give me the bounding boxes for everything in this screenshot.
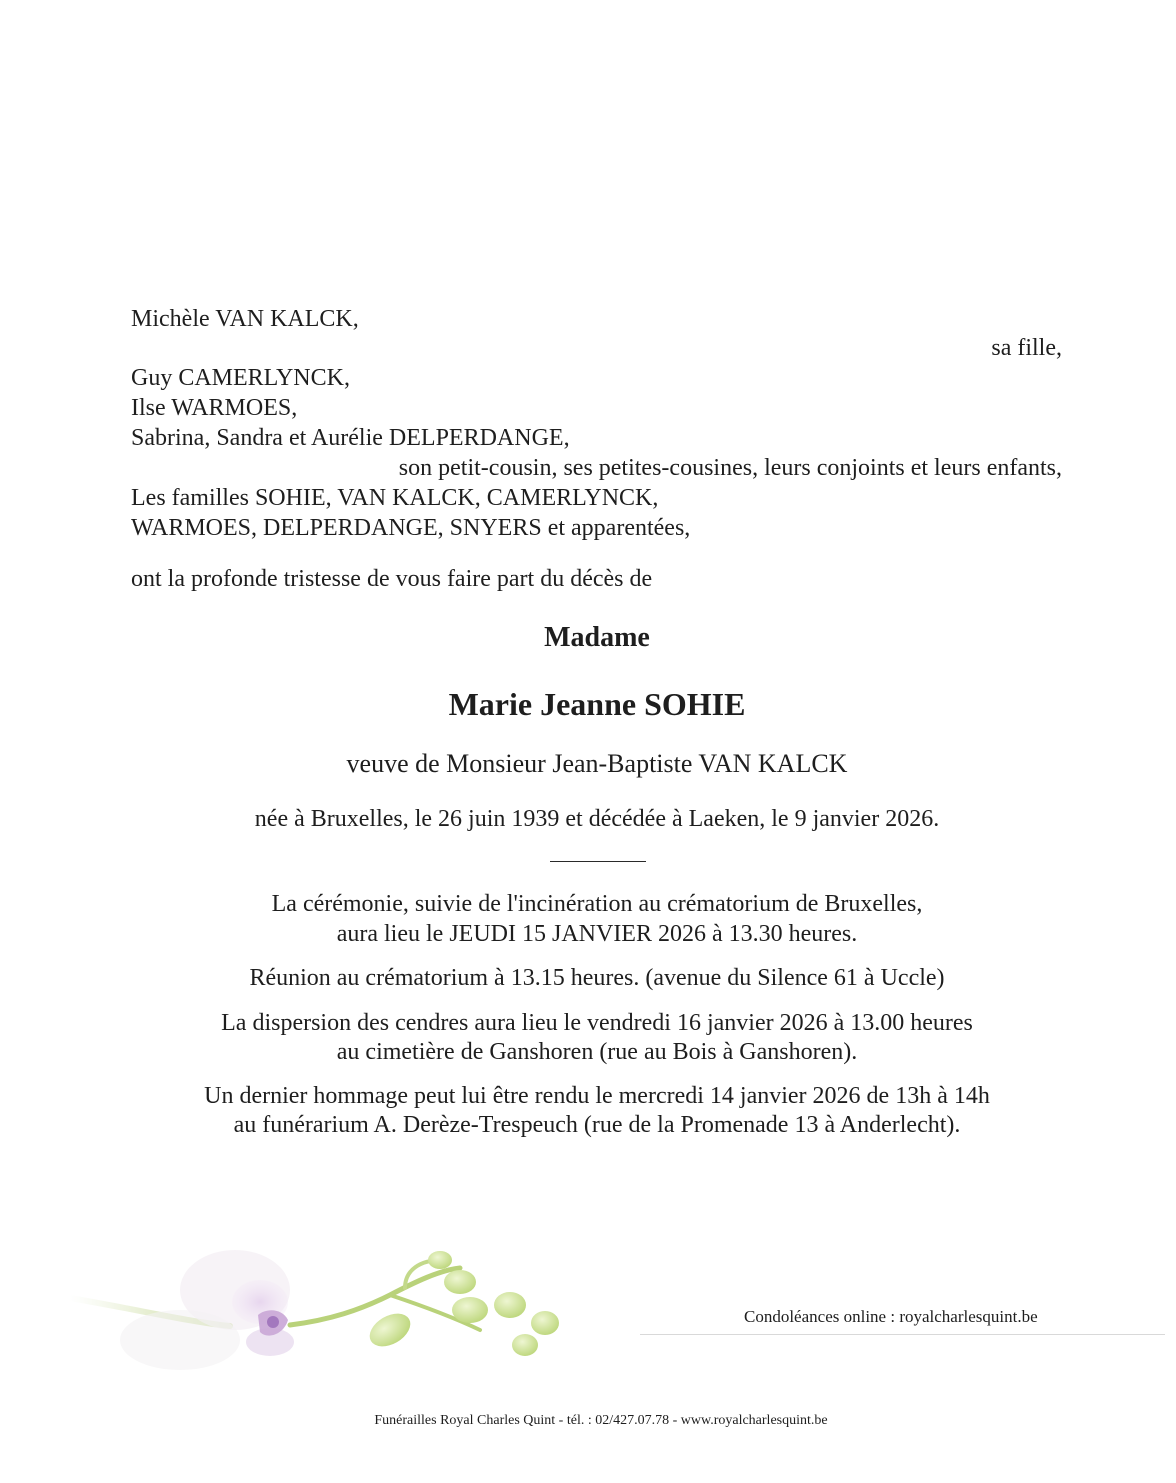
- family-role-cousins: son petit-cousin, ses petites-cousines, leurs conjoints et leurs enfants,: [398, 455, 1062, 481]
- meeting-info: Réunion au crématorium à 13.15 heures. (avenue du Silence 61 à Uccle): [249, 965, 945, 991]
- bud-shape-5: [531, 1311, 559, 1335]
- bud-shape: [364, 1307, 416, 1353]
- family-line-daughter: Michèle VAN KALCK,: [131, 306, 359, 332]
- family-line-families: Les familles SOHIE, VAN KALCK, CAMERLYNCK,: [131, 485, 659, 511]
- orchid-illustration: [60, 1230, 660, 1410]
- section-divider: [550, 861, 646, 862]
- family-line-families-cont: WARMOES, DELPERDANGE, SNYERS et apparentées,: [131, 515, 691, 541]
- family-role-daughter: sa fille,: [991, 335, 1062, 361]
- petal-faded-shape-2: [120, 1310, 240, 1370]
- branch-shape: [290, 1268, 460, 1325]
- bud-shape-2: [444, 1270, 476, 1294]
- deceased-spouse: veuve de Monsieur Jean-Baptiste VAN KALCK: [346, 749, 848, 778]
- bud-shape-4: [494, 1292, 526, 1318]
- ceremony-line-1: La cérémonie, suivie de l'incinération au crématorium de Bruxelles,: [271, 891, 923, 917]
- bud-shape-6: [512, 1334, 538, 1356]
- footer-rule: [640, 1334, 1165, 1335]
- family-line-guy: Guy CAMERLYNCK,: [131, 365, 350, 391]
- tribute-line-1: Un dernier hommage peut lui être rendu le mercredi 14 janvier 2026 de 13h à 14h: [204, 1083, 990, 1109]
- orchid-center-shape: [267, 1316, 279, 1328]
- deceased-title: Madame: [544, 622, 650, 653]
- announcement-text: ont la profonde tristesse de vous faire part du décès de: [131, 566, 653, 592]
- dispersion-line-2: au cimetière de Ganshoren (rue au Bois à Ganshoren).: [336, 1039, 858, 1065]
- bud-shape-3: [452, 1297, 488, 1323]
- deceased-dates: née à Bruxelles, le 26 juin 1939 et décédée à Laeken, le 9 janvier 2026.: [254, 806, 940, 832]
- bud-shape-7: [428, 1251, 452, 1269]
- ceremony-line-2: aura lieu le JEUDI 15 JANVIER 2026 à 13.30 heures.: [336, 921, 858, 947]
- tribute-line-2: au funérarium A. Derèze-Trespeuch (rue de la Promenade 13 à Anderlecht).: [233, 1112, 961, 1138]
- dispersion-line-1: La dispersion des cendres aura lieu le vendredi 16 janvier 2026 à 13.00 heures: [221, 1010, 973, 1036]
- condolences-online: Condoléances online : royalcharlesquint.be: [744, 1307, 1038, 1326]
- family-line-ilse: Ilse WARMOES,: [131, 395, 298, 421]
- deceased-name: Marie Jeanne SOHIE: [448, 686, 746, 722]
- family-line-delperdange: Sabrina, Sandra et Aurélie DELPERDANGE,: [131, 425, 570, 451]
- funeral-home-footer: Funérailles Royal Charles Quint - tél. : 02/427.07.78 - www.royalcharlesquint.be: [374, 1413, 828, 1428]
